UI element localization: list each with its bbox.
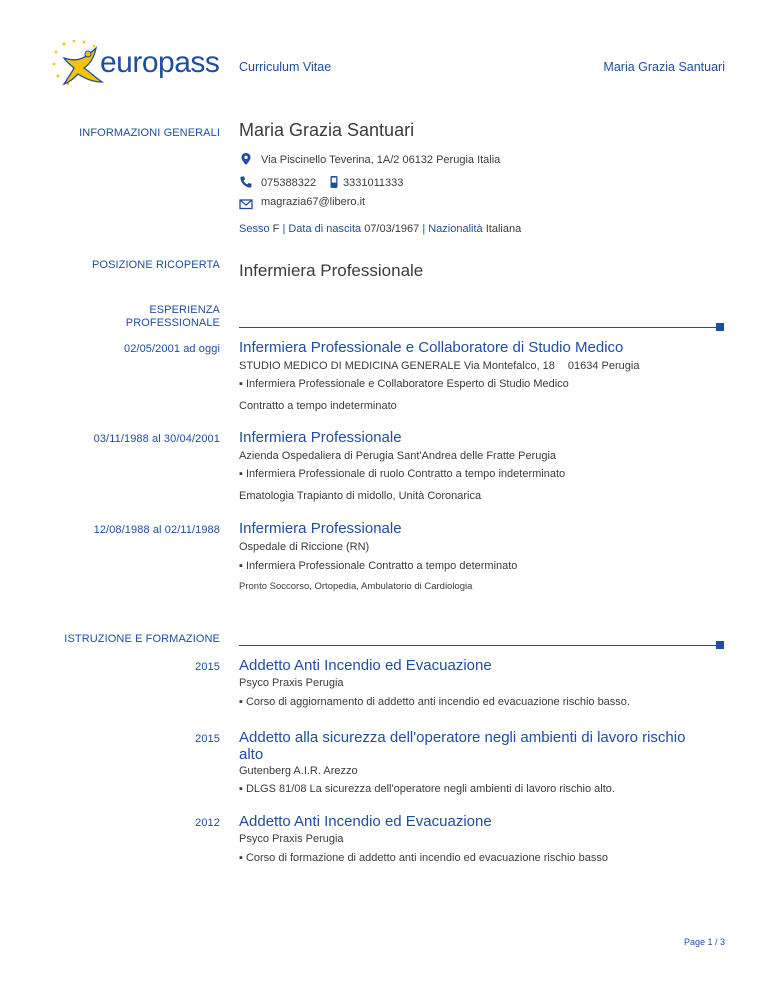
address: Via Piscinello Teverina, 1A/2 06132 Perugia Italia: [261, 154, 501, 166]
education-year: 2015: [195, 661, 220, 673]
section-rule: [239, 645, 716, 646]
section-label-education: ISTRUZIONE E FORMAZIONE: [64, 633, 220, 645]
location-pin-icon: [239, 152, 253, 166]
education-title: Addetto Anti Incendio ed Evacuazione: [239, 657, 492, 674]
experience-title: Infermiera Professionale e Collaboratore di Studio Medico: [239, 339, 624, 356]
education-bullet: ▪ Corso di formazione di addetto anti incendio ed evacuazione rischio basso: [239, 852, 608, 864]
section-label-experience-line1: ESPERIENZA: [149, 304, 220, 316]
logo-text: europass: [100, 46, 220, 79]
dob-label: Data di nascita: [288, 223, 362, 235]
education-org: Psyco Praxis Perugia: [239, 677, 344, 689]
education-year: 2012: [195, 817, 220, 829]
experience-dates: 03/11/1988 al 30/04/2001: [93, 433, 220, 445]
experience-note: Ematologia Trapianto di midollo, Unità Coronarica: [239, 490, 482, 502]
section-label-position: POSIZIONE RICOPERTA: [91, 259, 220, 271]
nationality-label: Nazionalità: [428, 223, 483, 235]
sex-value: F: [272, 223, 280, 235]
section-label-personal: INFORMAZIONI GENERALI: [79, 127, 220, 139]
experience-dates: 12/08/1988 al 02/11/1988: [93, 524, 220, 536]
experience-bullet: ▪ Infermiera Professionale di ruolo Contratto a tempo indeterminato: [239, 468, 566, 480]
section-label-experience-line2: PROFESSIONALE: [125, 317, 220, 329]
section-label-experience: [126, 304, 220, 330]
employer-location: 01634 Perugia: [567, 360, 640, 372]
mobile: 3331011333: [343, 177, 404, 189]
email[interactable]: magrazia67@libero.it: [261, 196, 366, 208]
education-title-line1: Addetto alla sicurezza dell'operatore negli ambienti di lavoro rischio: [239, 729, 686, 746]
education-title: [239, 729, 685, 763]
education-year: 2015: [195, 733, 220, 745]
doc-title: Curriculum Vitae: [239, 60, 332, 74]
header-person-name: Maria Grazia Santuari: [603, 60, 725, 74]
experience-note: Pronto Soccorso, Ortopedia, Ambulatorio di Cardiologia: [239, 581, 473, 592]
experience-employer: Ospedale di Riccione (RN): [239, 541, 370, 553]
phone-icon: [239, 175, 253, 189]
europass-logo: [50, 38, 225, 90]
section-rule: [239, 327, 716, 328]
sex-label: Sesso: [239, 223, 270, 235]
education-org: Gutenberg A.I.R. Arezzo: [239, 765, 358, 777]
experience-bullet: ▪ Infermiera Professionale e Collaboratore Esperto di Studio Medico: [239, 378, 569, 390]
education-title-line2: alto: [239, 746, 264, 763]
section-rule-marker: [716, 323, 724, 331]
dob-value: 07/03/1967: [364, 223, 420, 235]
separator: |: [422, 223, 426, 235]
education-org: Psyco Praxis Perugia: [239, 833, 344, 845]
separator: |: [282, 223, 286, 235]
position-title: Infermiera Professionale: [239, 261, 424, 280]
person-name: Maria Grazia Santuari: [239, 120, 415, 140]
personal-details-line: [239, 223, 521, 235]
experience-title: Infermiera Professionale: [239, 429, 402, 446]
mobile-phone-icon: [327, 175, 341, 189]
email-icon: [239, 197, 253, 211]
section-rule-marker: [716, 641, 724, 649]
employer-name: STUDIO MEDICO DI MEDICINA GENERALE Via Montefalco, 18: [239, 360, 555, 372]
education-bullet: ▪ Corso di aggiornamento di addetto anti incendio ed evacuazione rischio basso.: [239, 696, 630, 708]
experience-dates: 02/05/2001 ad oggi: [124, 343, 220, 355]
experience-title: Infermiera Professionale: [239, 520, 402, 537]
page-number: Page 1 / 3: [683, 937, 725, 947]
education-bullet: ▪ DLGS 81/08 La sicurezza dell'operatore negli ambienti di lavoro rischio alto.: [239, 783, 615, 795]
experience-employer: Azienda Ospedaliera di Perugia Sant'Andrea delle Fratte Perugia: [239, 450, 557, 462]
phone: 075388322: [261, 177, 317, 189]
education-title: Addetto Anti Incendio ed Evacuazione: [239, 813, 492, 830]
experience-bullet: ▪ Infermiera Professionale Contratto a tempo determinato: [239, 560, 518, 572]
experience-employer: [239, 360, 639, 372]
nationality-value: Italiana: [485, 223, 522, 235]
experience-note: Contratto a tempo indeterminato: [239, 400, 397, 412]
